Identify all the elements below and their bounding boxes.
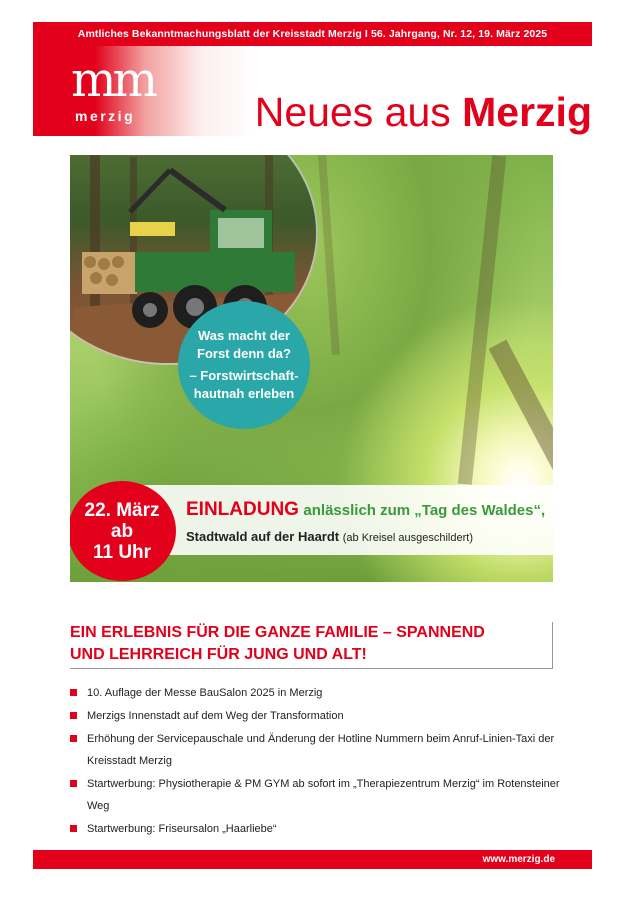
bubble-line: Was macht der	[198, 328, 290, 343]
footer-bar	[33, 850, 592, 869]
tagline-line: UND LEHRREICH FÜR JUNG UND ALT!	[70, 646, 367, 663]
invitation-title: EINLADUNG	[186, 499, 299, 520]
location-note: (ab Kreisel ausgeschildert)	[342, 532, 473, 544]
bulletin-header-bar	[33, 22, 592, 46]
title-regular: Neues aus	[254, 89, 463, 135]
invitation-headline	[186, 499, 545, 521]
info-bubble	[178, 301, 310, 429]
news-list	[70, 682, 560, 841]
hero-image	[70, 155, 553, 582]
date-line: 22. März	[84, 499, 160, 521]
event-location	[186, 529, 473, 544]
bubble-line: – Forstwirtschaft-	[189, 368, 299, 383]
tagline-line: EIN ERLEBNIS FÜR DIE GANZE FAMILIE – SPANNEND	[70, 624, 485, 641]
news-item[interactable]: Erhöhung der Servicepauschale und Änderung der Hotline Nummern beim Anruf-Linien-Taxi der Kreisstadt Merzig	[70, 728, 560, 772]
location-name: Stadtwald auf der Haardt	[186, 529, 340, 544]
title-bold: Merzig	[462, 89, 592, 135]
news-item[interactable]: Merzigs Innenstadt auf dem Weg der Transformation	[70, 705, 560, 727]
date-line: ab	[110, 520, 134, 542]
tree-trunk	[318, 155, 340, 355]
merzig-logo-mark: mm	[71, 52, 155, 108]
event-tagline	[70, 622, 553, 669]
merzig-logo-text: merzig	[75, 108, 136, 124]
invitation-occasion: anlässlich zum „Tag des Waldes“,	[303, 502, 546, 519]
news-item[interactable]: Startwerbung: Physiotherapie & PM GYM ab sofort im „Therapiezentrum Merzig“ im Rotensteiner Weg	[70, 773, 560, 817]
bubble-line: Forst denn da?	[197, 346, 291, 361]
news-item[interactable]: 10. Auflage der Messe BauSalon 2025 in Merzig	[70, 682, 560, 704]
bubble-line: hautnah erleben	[193, 386, 295, 401]
page-title	[255, 90, 592, 134]
event-date-badge	[70, 481, 176, 581]
invitation-banner	[134, 485, 553, 555]
tree-trunk	[489, 340, 553, 491]
bulletin-line: Amtliches Bekanntmachungsblatt der Kreisstadt Merzig I 56. Jahrgang, Nr. 12, 19. März 2025	[77, 28, 548, 40]
website-link[interactable]: www.merzig.de	[482, 854, 555, 865]
news-item[interactable]: Startwerbung: Friseursalon „Haarliebe“	[70, 818, 560, 840]
masthead	[33, 46, 592, 136]
date-line: 11 Uhr	[92, 541, 152, 563]
tree-trunk	[458, 155, 506, 485]
